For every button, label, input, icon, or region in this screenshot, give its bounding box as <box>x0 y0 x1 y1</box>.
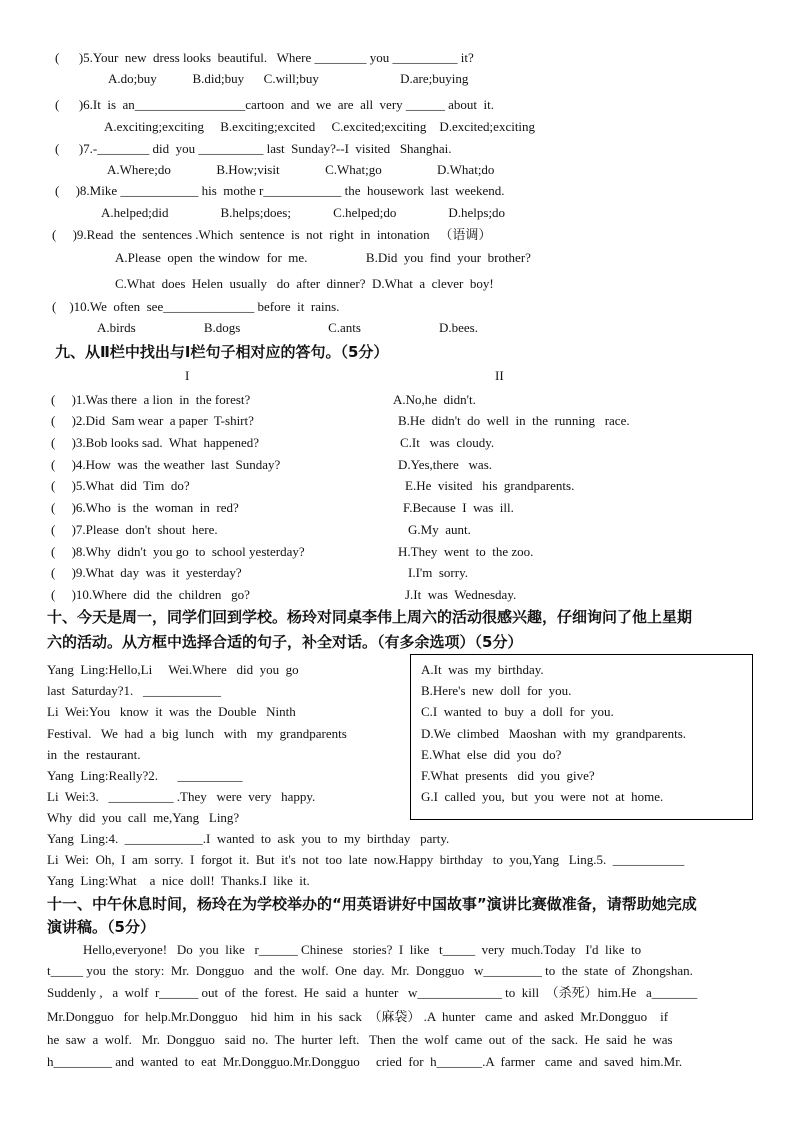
dialog-line: Why did you call me,Yang Ling? <box>47 810 240 825</box>
matching-question: ( )1.Was there a lion in the forest? <box>51 392 251 407</box>
matching-answer: F.Because I was ill. <box>403 500 514 515</box>
dialog-line: Yang Ling:4. ____________.I wanted to ask you to my birthday party. <box>47 831 450 846</box>
option-item: A.It was my birthday. <box>421 662 544 677</box>
question-line: ( )8.Mike ____________ his mothe r____________ the housework last weekend. <box>55 183 505 198</box>
dialog-line: last Saturday?1. ____________ <box>47 683 222 698</box>
passage-line: Mr.Dongguo for help.Mr.Dongguo hid him in his sack （麻袋） .A hunter came and asked Mr.Dongguo if <box>47 1009 669 1024</box>
matching-question: ( )10.Where did the children go? <box>51 587 250 602</box>
option-item: E.What else did you do? <box>421 746 562 762</box>
question-line: C.What does Helen usually do after dinner? D.What a clever boy! <box>115 276 494 291</box>
option-item: F.What presents did you give? <box>421 768 595 783</box>
option-item: C.I wanted to buy a doll for you. <box>421 704 614 720</box>
option-item: G.I called you, but you were not at home. <box>421 789 664 805</box>
passage-line: t_____ you the story: Mr. Dongguo and the wolf. One day. Mr. Dongguo w_________ to the state of Zhongshan. <box>47 963 693 978</box>
question-line: A.Please open the window for me. B.Did you find your brother? <box>115 250 531 265</box>
matching-answer: H.They went to the zoo. <box>398 544 534 559</box>
matching-answer: C.It was cloudy. <box>400 435 495 450</box>
matching-answer: E.He visited his grandparents. <box>405 478 575 493</box>
matching-question: ( )6.Who is the woman in red? <box>51 500 239 515</box>
question-line: A.Where;do B.How;visit C.What;go D.What;do <box>107 162 495 177</box>
matching-answer: J.It was Wednesday. <box>405 587 517 602</box>
section-11-heading-line2: 演讲稿。（5分） <box>47 918 155 936</box>
matching-question: ( )7.Please don't shout here. <box>51 522 218 537</box>
options-box <box>410 654 753 820</box>
dialog-line: Festival. We had a big lunch with my grandparents <box>47 726 347 741</box>
question-line: ( )6.It is an_________________cartoon and we are all very ______ about it. <box>55 97 495 112</box>
matching-answer: I.I'm sorry. <box>408 565 468 580</box>
matching-question: ( )9.What day was it yesterday? <box>51 565 242 580</box>
passage-line: Suddenly , a wolf r______ out of the forest. He said a hunter w_____________ to kill （杀死）him.He a_______ <box>47 985 698 1000</box>
section-10-heading-line1: 十、今天是周一，同学们回到学校。杨玲对同桌李伟上周六的活动很感兴趣，仔细询问了他上星期 <box>47 608 693 626</box>
question-line: A.do;buy B.did;buy C.will;buy D.are;buying <box>108 71 469 86</box>
question-line: A.helped;did B.helps;does; C.helped;do D.helps;do <box>101 205 506 220</box>
dialog-line: Yang Ling:What a nice doll! Thanks.I like it. <box>47 873 310 888</box>
matching-question: ( )2.Did Sam wear a paper T-shirt? <box>51 413 254 428</box>
dialog-line: Li Wei: Oh, I am sorry. I forgot it. But it's not too late now.Happy birthday to you,Yang Ling.5. ___________ <box>47 852 685 867</box>
passage-line: h_________ and wanted to eat Mr.Dongguo.Mr.Dongguo cried for h_______.A farmer came and saved him.Mr. <box>47 1054 683 1069</box>
matching-question: ( )3.Bob looks sad. What happened? <box>51 435 260 450</box>
dialog-line: Li Wei:3. __________ .They were very happy. <box>47 789 316 804</box>
section-10-heading-line2: 六的活动。从方框中选择合适的句子，补全对话。（有多余选项）（5分） <box>47 633 523 651</box>
question-line: ( )7.-________ did you __________ last Sunday?--I visited Shanghai. <box>55 141 452 156</box>
section-11-heading-line1: 十一、中午休息时间，杨玲在为学校举办的“用英语讲好中国故事”演讲比赛做准备，请帮助她完成 <box>47 895 697 913</box>
matching-answer: G.My aunt. <box>408 522 471 537</box>
matching-answer: D.Yes,there was. <box>398 457 493 472</box>
question-line: ( )5.Your new dress looks beautiful. Where ________ you __________ it? <box>55 50 474 65</box>
option-item: B.Here's new doll for you. <box>421 683 572 699</box>
matching-question: ( )8.Why didn't you go to school yesterday? <box>51 544 305 559</box>
dialog-line: Li Wei:You know it was the Double Ninth <box>47 704 296 719</box>
option-item: D.We climbed Maoshan with my grandparents. <box>421 725 687 741</box>
passage-line: he saw a wolf. Mr. Dongguo said no. The hurter left. Then the wolf came out of the sack. He said he was <box>47 1032 673 1047</box>
question-line: A.birds B.dogs C.ants D.bees. <box>97 320 478 335</box>
dialog-line: Yang Ling:Hello,Li Wei.Where did you go <box>47 662 299 677</box>
column-2-header: II <box>495 368 504 383</box>
section-9-heading: 九、从Ⅱ栏中找出与Ⅰ栏句子相对应的答句。（5分） <box>55 343 389 361</box>
question-line: ( )10.We often see______________ before it rains. <box>52 299 340 314</box>
question-line: A.exciting;exciting B.exciting;excited C.excited;exciting D.excited;exciting <box>104 119 536 134</box>
question-line: ( )9.Read the sentences .Which sentence is not right in intonation （语调） <box>52 227 492 242</box>
dialog-line: in the restaurant. <box>47 747 141 762</box>
passage-line: Hello,everyone! Do you like r______ Chinese stories? I like t_____ very much.Today I'd like to <box>83 942 642 957</box>
column-1-header: I <box>185 368 190 383</box>
matching-question: ( )4.How was the weather last Sunday? <box>51 457 281 472</box>
matching-question: ( )5.What did Tim do? <box>51 478 190 493</box>
matching-answer: A.No,he didn't. <box>393 392 476 407</box>
dialog-line: Yang Ling:Really?2. __________ <box>47 768 243 783</box>
matching-answer: B.He didn't do well in the running race. <box>398 413 630 428</box>
